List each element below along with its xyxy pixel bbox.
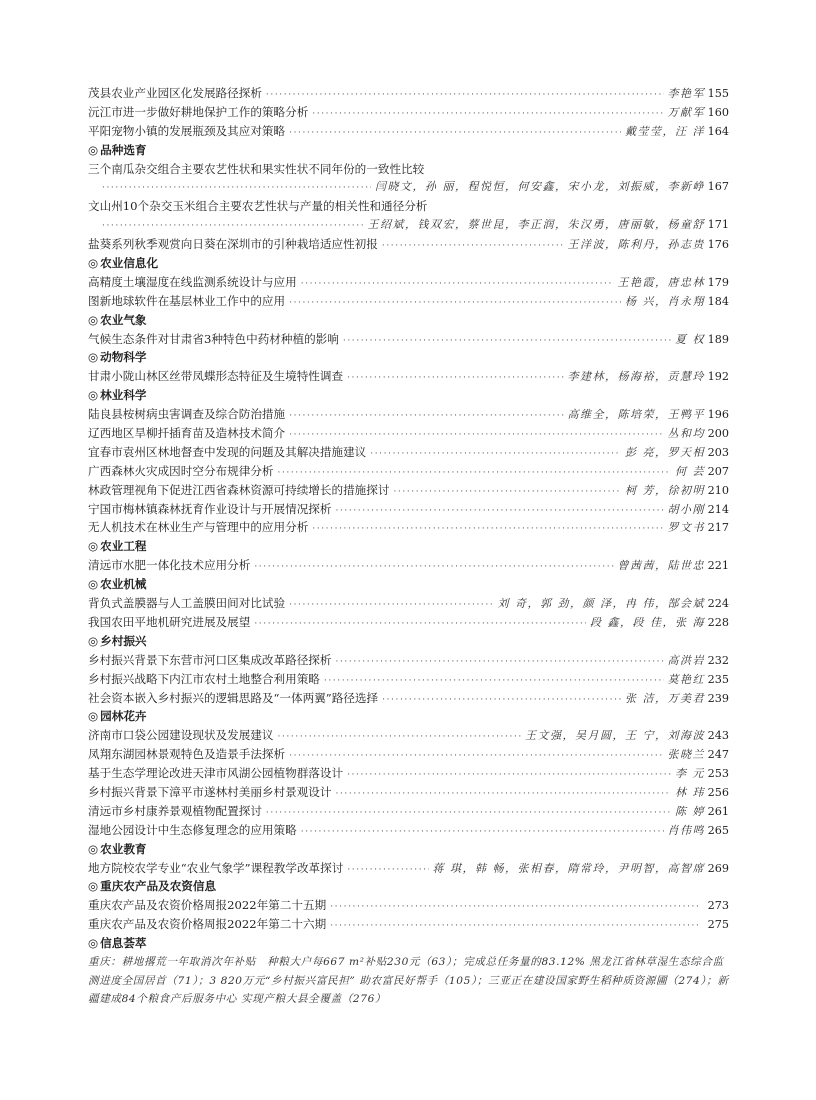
entry-page-number: 235: [707, 672, 729, 686]
dot-leader: [289, 747, 663, 766]
entry-page-number: 214: [707, 502, 729, 516]
section-mark-icon: ◎: [88, 388, 99, 403]
toc-entry[interactable]: [88, 594, 729, 613]
entry-title: 宁国市梅林镇森林抚育作业设计与开展情况探析: [88, 501, 332, 516]
toc-entry[interactable]: [88, 443, 729, 462]
entry-authors: 王绍斌，钱双宏，蔡世昆，李正润，朱汉勇，唐丽敏，杨童舒: [367, 218, 705, 232]
toc-entry[interactable]: [88, 518, 729, 537]
toc-entry[interactable]: [88, 424, 729, 443]
entry-authors: 王洋波，陈利丹，孙志贵: [567, 238, 705, 252]
entry-title: 我国农田平地机研究进展及展望: [88, 614, 251, 629]
section-heading: [88, 537, 729, 556]
dot-leader: [393, 483, 621, 502]
section-heading: [88, 348, 729, 367]
entry-title: 清远市水肥一体化技术应用分析: [88, 558, 251, 573]
entry-authors: 高维全，陈培荣，王鸭平: [567, 408, 705, 422]
toc-entry[interactable]: [88, 292, 729, 311]
toc-entry[interactable]: [88, 613, 729, 632]
dot-leader: [312, 105, 663, 124]
entry-page-number: 176: [707, 238, 729, 252]
entry-authors: 夏 权: [675, 332, 705, 346]
entry-page-number: 269: [707, 861, 729, 875]
entry-authors: 何 芸: [675, 464, 705, 478]
section-heading: [88, 141, 729, 160]
toc-entry[interactable]: [88, 556, 729, 575]
toc-entry[interactable]: [88, 481, 729, 500]
dot-leader: [254, 615, 586, 634]
dot-leader: [266, 804, 671, 823]
entry-title: 清远市乡村康养景观植物配置探讨: [88, 803, 262, 818]
entry-page-number: 256: [707, 785, 729, 799]
entry-page-number: 253: [707, 767, 729, 781]
dot-leader: [254, 558, 613, 577]
section-title: 农业工程: [100, 539, 147, 554]
entry-title: 广西森林火灾成因时空分布规律分析: [88, 463, 274, 478]
section-title: 品种选育: [100, 142, 147, 157]
entry-title: 社会资本嵌入乡村振兴的逻辑思路及“一体两翼”路径选择: [88, 690, 379, 705]
section-mark-icon: ◎: [88, 350, 99, 365]
entry-authors: 陈 婷: [675, 804, 705, 818]
toc-entry-title-line[interactable]: [88, 197, 729, 216]
toc-entry[interactable]: [88, 651, 729, 670]
section-mark-icon: ◎: [88, 539, 99, 554]
entry-page-number: 207: [707, 464, 729, 478]
entry-authors: 李建林，杨海裕，贡慧玲: [567, 370, 705, 384]
dot-leader: [370, 445, 621, 464]
entry-authors: 刘 奇，郭 劲，颜 泽，冉 伟，郜会斌: [497, 597, 705, 611]
dot-leader: [102, 179, 371, 198]
toc-entry[interactable]: [88, 783, 729, 802]
entry-title: 基于生态学理论改进天津市风湖公园植物群落设计: [88, 766, 344, 781]
section-heading: [88, 575, 729, 594]
dot-leader: [335, 653, 663, 672]
section-heading: [88, 386, 729, 405]
entry-page-number: 171: [707, 218, 729, 232]
toc-entry[interactable]: [88, 915, 729, 934]
section-title: 农业教育: [100, 841, 147, 856]
dot-leader: [278, 728, 521, 747]
toc-entry[interactable]: [88, 273, 729, 292]
entry-page-number: 273: [707, 899, 729, 913]
dot-leader: [102, 217, 364, 236]
toc-entry[interactable]: [88, 670, 729, 689]
entry-authors: 曾茜茜，陆世忠: [617, 559, 705, 573]
entry-title: 背负式盖膜器与人工盖膜田间对比试验: [88, 596, 286, 611]
entry-title: 重庆农产品及农资价格周报2022年第二十五期: [88, 898, 327, 913]
entry-title: 气候生态条件对甘肃省3种特色中药材种植的影响: [88, 331, 339, 346]
entry-title: 重庆农产品及农资价格周报2022年第二十六期: [88, 917, 327, 932]
toc-entry[interactable]: [88, 122, 729, 141]
entry-title: 图新地球软件在基层林业工作中的应用: [88, 293, 286, 308]
section-mark-icon: ◎: [88, 879, 99, 894]
section-mark-icon: ◎: [88, 633, 99, 648]
entry-page-number: 184: [707, 294, 729, 308]
toc-entry[interactable]: [88, 802, 729, 821]
entry-authors: 林 玮: [675, 785, 705, 799]
entry-page-number: 196: [707, 408, 729, 422]
entry-authors: 高洪岩: [667, 653, 705, 667]
toc-entry[interactable]: [88, 178, 729, 197]
entry-authors: 彭 亮，罗天相: [625, 445, 705, 459]
entry-page-number: 239: [707, 691, 729, 705]
dot-leader: [382, 691, 621, 710]
entry-authors: 李 元: [675, 767, 705, 781]
entry-page-number: 261: [707, 804, 729, 818]
dot-leader: [335, 502, 663, 521]
entry-authors: 万献军: [667, 105, 705, 119]
entry-page-number: 167: [707, 180, 729, 194]
entry-title: 地方院校农学专业“农业气象学”课程教学改革探讨: [88, 860, 344, 875]
entry-page-number: 224: [707, 597, 729, 611]
entry-page-number: 217: [707, 521, 729, 535]
entry-authors: 柯 芳，徐初明: [625, 483, 705, 497]
section-heading: [88, 311, 729, 330]
entry-authors: 肖伟鸣: [667, 823, 705, 837]
dot-leader: [301, 275, 614, 294]
entry-page-number: 228: [707, 615, 729, 629]
entry-title: 文山州10个杂交玉米组合主要农艺性状与产量的相关性和通径分析: [88, 199, 428, 214]
section-mark-icon: ◎: [88, 709, 99, 724]
entry-authors: 李艳军: [667, 87, 705, 100]
entry-authors: 张 洁，万美君: [625, 691, 705, 705]
entry-page-number: 203: [707, 445, 729, 459]
entry-authors: 戴莹莹，汪 洋: [625, 124, 705, 138]
toc-entry[interactable]: [88, 84, 729, 103]
section-mark-icon: ◎: [88, 936, 99, 951]
section-mark-icon: ◎: [88, 256, 99, 271]
toc-entry[interactable]: [88, 367, 729, 386]
entry-title: 高精度土壤湿度在线监测系统设计与应用: [88, 274, 297, 289]
section-title: 乡村振兴: [100, 633, 147, 648]
dot-leader: [289, 294, 621, 313]
entry-authors: 段 鑫，段 佳，张 海: [590, 615, 705, 629]
entry-title: 无人机技术在林业生产与管理中的应用分析: [88, 520, 309, 535]
toc-entry[interactable]: [88, 689, 729, 708]
entry-authors: 杨 兴，肖永翔: [625, 294, 705, 308]
toc-entry[interactable]: [88, 405, 729, 424]
dot-leader: [289, 596, 493, 615]
toc-entry[interactable]: [88, 330, 729, 349]
entry-title: 三个南瓜杂交组合主要农艺性状和果实性状不同年份的一致性比较: [88, 161, 425, 176]
dot-leader: [266, 86, 664, 105]
entry-title: 盐葵系列秋季观赏向日葵在深圳市的引种栽培适应性初报: [88, 237, 378, 252]
section-title: 动物科学: [100, 350, 147, 365]
entry-page-number: 164: [707, 124, 729, 138]
entry-page-number: 189: [707, 332, 729, 346]
entry-title: 茂县农业产业园区化发展路径探析: [88, 86, 262, 100]
section-heading: [88, 707, 729, 726]
entry-authors: 王艳霞，唐忠林: [617, 275, 705, 289]
dot-leader: [347, 861, 428, 880]
entry-page-number: 155: [707, 87, 729, 100]
section-title: 农业气象: [100, 312, 147, 327]
section-heading: [88, 877, 729, 896]
toc-entry[interactable]: [88, 821, 729, 840]
entry-title: 凤翔东湖园林景观特色及造景手法探析: [88, 747, 286, 762]
toc-entry-title-line[interactable]: [88, 160, 729, 179]
entry-title: 宜春市袁州区林地督查中发现的问题及其解决措施建议: [88, 444, 367, 459]
dot-leader: [382, 237, 564, 256]
entry-title: 沅江市进一步做好耕地保护工作的策略分析: [88, 104, 309, 119]
entry-page-number: 243: [707, 729, 729, 743]
entry-title: 乡村振兴战略下内江市农村土地整合利用策略: [88, 671, 320, 686]
section-title: 林业科学: [100, 388, 147, 403]
entry-title: 乡村振兴背景下漳平市遂林村美丽乡村景观设计: [88, 784, 332, 799]
entry-title: 林政管理视角下促进江西省森林资源可持续增长的措施探讨: [88, 482, 390, 497]
toc-entry[interactable]: [88, 859, 729, 878]
section-title: 农业信息化: [100, 256, 159, 271]
entry-title: 陆良县桉树病虫害调查及综合防治措施: [88, 407, 286, 422]
entry-page-number: 275: [707, 918, 729, 932]
toc-entry[interactable]: [88, 500, 729, 519]
entry-authors: 闫晓文，孙 丽，程悦恒，何安鑫，宋小龙，刘振威，李新峥: [375, 180, 705, 194]
dot-leader: [289, 124, 621, 143]
entry-page-number: 192: [707, 370, 729, 384]
dot-leader: [330, 898, 701, 917]
section-heading: [88, 840, 729, 859]
entry-page-number: 232: [707, 653, 729, 667]
entry-page-number: 247: [707, 748, 729, 762]
news-brief: 重庆：耕地撂荒一年取消次年补贴 种粮大户每667 m²补贴230元（63）；完成总任务量的83.12% 黑龙江省林草湿生态综合监测进度全国居首（71）；3 820万元“乡村振兴富民担” 助农富民好帮手（105）；三亚正在建设国家野生稻种质资源圃（274）；新疆建成84个粮食产后服务中心 实现产粮大县全覆盖（276）: [88, 955, 729, 1006]
dot-leader: [347, 369, 563, 388]
toc-entry[interactable]: [88, 896, 729, 915]
dot-leader: [289, 407, 563, 426]
entry-page-number: 179: [707, 275, 729, 289]
entry-authors: 莫艳红: [667, 672, 705, 686]
entry-authors: 胡小刚: [667, 502, 705, 516]
entry-page-number: 221: [707, 559, 729, 573]
dot-leader: [330, 917, 701, 936]
entry-authors: 王文强，吴月圆，王 宁，刘海波: [525, 729, 705, 743]
entry-authors: 蒋 琪，韩 畅，张相春，隋常玲，尹明智，高智席: [432, 861, 705, 875]
section-title: 农业机械: [100, 577, 147, 592]
section-mark-icon: ◎: [88, 142, 99, 157]
entry-title: 甘肃小陇山林区丝带凤蝶形态特征及生境特性调查: [88, 369, 344, 384]
toc-entry[interactable]: [88, 745, 729, 764]
dot-leader: [312, 520, 663, 539]
toc-entry[interactable]: [88, 462, 729, 481]
section-heading: [88, 934, 729, 953]
toc-entry[interactable]: [88, 235, 729, 254]
entry-page-number: 160: [707, 105, 729, 119]
entry-title: 辽西地区旱柳扦插育苗及造林技术简介: [88, 426, 286, 441]
section-title: 信息荟萃: [100, 936, 147, 951]
table-of-contents: [88, 84, 729, 1009]
entry-page-number: 200: [707, 427, 729, 441]
toc-entry[interactable]: [88, 103, 729, 122]
section-title: 园林花卉: [100, 709, 147, 724]
section-mark-icon: ◎: [88, 577, 99, 592]
entry-authors: 罗文书: [667, 521, 705, 535]
section-mark-icon: ◎: [88, 841, 99, 856]
entry-authors: 张晓兰: [667, 748, 705, 762]
entry-page-number: 265: [707, 823, 729, 837]
entry-authors: 丛和均: [667, 427, 705, 441]
toc-entry[interactable]: [88, 726, 729, 745]
entry-title: 湿地公园设计中生态修复理念的应用策略: [88, 822, 297, 837]
toc-entry[interactable]: [88, 216, 729, 235]
section-mark-icon: ◎: [88, 312, 99, 327]
entry-title: 济南市口袋公园建设现状及发展建议: [88, 728, 274, 743]
section-heading: [88, 254, 729, 273]
section-heading: [88, 632, 729, 651]
entry-title: 平阳宠物小镇的发展瓶颈及其应对策略: [88, 123, 286, 138]
section-title: 重庆农产品及农资信息: [100, 879, 217, 894]
dot-leader: [347, 766, 671, 785]
entry-page-number: 210: [707, 483, 729, 497]
toc-entry[interactable]: [88, 764, 729, 783]
dot-leader: [301, 823, 664, 842]
dot-leader: [335, 785, 671, 804]
dot-leader: [343, 332, 671, 351]
entry-title: 乡村振兴背景下东营市河口区集成改革路径探析: [88, 652, 332, 667]
